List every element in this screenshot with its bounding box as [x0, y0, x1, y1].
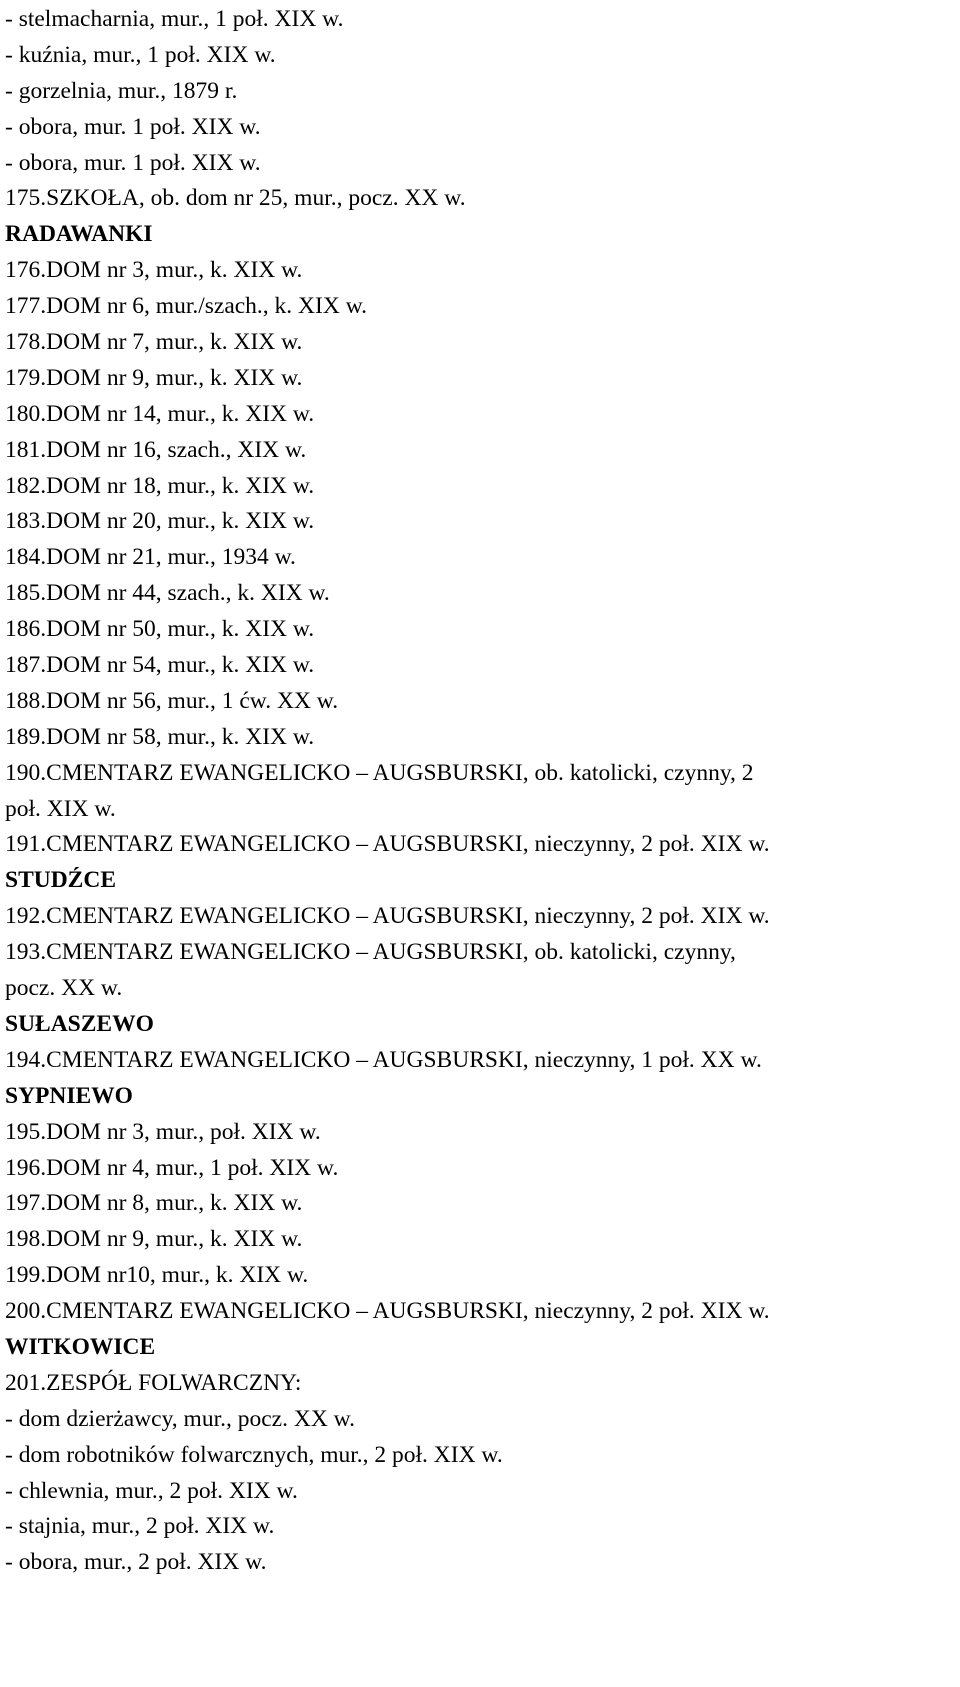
document-line: 188.DOM nr 56, mur., 1 ćw. XX w. [5, 687, 339, 714]
document-line: 186.DOM nr 50, mur., k. XIX w. [5, 616, 315, 643]
document-line: - dom dzierżawcy, mur., pocz. XX w. [5, 1405, 355, 1432]
document-line: 185.DOM nr 44, szach., k. XIX w. [5, 580, 330, 607]
document-line: 200.CMENTARZ EWANGELICKO – AUGSBURSKI, nieczynny, 2 poł. XIX w. [5, 1298, 770, 1325]
document-line: 180.DOM nr 14, mur., k. XIX w. [5, 400, 315, 427]
section-heading: RADAWANKI [5, 221, 153, 248]
document-line: 197.DOM nr 8, mur., k. XIX w. [5, 1190, 303, 1217]
document-line: 201.ZESPÓŁ FOLWARCZNY: [5, 1369, 302, 1396]
document-line: 189.DOM nr 58, mur., k. XIX w. [5, 723, 315, 750]
document-body [5, 2, 955, 1581]
document-line: - obora, mur., 2 poł. XIX w. [5, 1549, 267, 1576]
document-line: 192.CMENTARZ EWANGELICKO – AUGSBURSKI, nieczynny, 2 poł. XIX w. [5, 903, 770, 930]
document-line: - gorzelnia, mur., 1879 r. [5, 77, 238, 104]
document-line: - stajnia, mur., 2 poł. XIX w. [5, 1513, 275, 1540]
section-heading: SUŁASZEWO [5, 1010, 154, 1037]
document-line: 178.DOM nr 7, mur., k. XIX w. [5, 329, 303, 356]
document-line: 191.CMENTARZ EWANGELICKO – AUGSBURSKI, nieczynny, 2 poł. XIX w. [5, 831, 770, 858]
document-line: 198.DOM nr 9, mur., k. XIX w. [5, 1226, 303, 1253]
document-line: 177.DOM nr 6, mur./szach., k. XIX w. [5, 293, 368, 320]
document-line: 195.DOM nr 3, mur., poł. XIX w. [5, 1118, 321, 1145]
document-line: 184.DOM nr 21, mur., 1934 w. [5, 544, 296, 571]
document-line: - obora, mur. 1 poł. XIX w. [5, 149, 261, 176]
document-line: 182.DOM nr 18, mur., k. XIX w. [5, 472, 315, 499]
document-line: 187.DOM nr 54, mur., k. XIX w. [5, 652, 315, 679]
document-line: 175.SZKOŁA, ob. dom nr 25, mur., pocz. XX w. [5, 185, 466, 212]
document-line: - chlewnia, mur., 2 poł. XIX w. [5, 1477, 298, 1504]
document-line: - dom robotników folwarcznych, mur., 2 poł. XIX w. [5, 1441, 503, 1468]
section-heading: STUDŹCE [5, 867, 117, 894]
section-heading: WITKOWICE [5, 1333, 156, 1360]
document-line: pocz. XX w. [5, 975, 123, 1002]
section-heading: SYPNIEWO [5, 1082, 133, 1109]
document-line: - obora, mur. 1 poł. XIX w. [5, 113, 261, 140]
document-line: 181.DOM nr 16, szach., XIX w. [5, 436, 307, 463]
document-line: 193.CMENTARZ EWANGELICKO – AUGSBURSKI, ob. katolicki, czynny, [5, 939, 736, 966]
document-line: 179.DOM nr 9, mur., k. XIX w. [5, 364, 303, 391]
document-line: 183.DOM nr 20, mur., k. XIX w. [5, 508, 315, 535]
document-line: - stelmacharnia, mur., 1 poł. XIX w. [5, 6, 344, 32]
document-line: - kuźnia, mur., 1 poł. XIX w. [5, 41, 276, 68]
document-line: 176.DOM nr 3, mur., k. XIX w. [5, 257, 303, 284]
document-line: 199.DOM nr10, mur., k. XIX w. [5, 1262, 309, 1289]
document-line: poł. XIX w. [5, 795, 116, 822]
document-line: 194.CMENTARZ EWANGELICKO – AUGSBURSKI, nieczynny, 1 poł. XX w. [5, 1046, 762, 1073]
document-line: 190.CMENTARZ EWANGELICKO – AUGSBURSKI, ob. katolicki, czynny, 2 [5, 759, 754, 786]
document-line: 196.DOM nr 4, mur., 1 poł. XIX w. [5, 1154, 339, 1181]
